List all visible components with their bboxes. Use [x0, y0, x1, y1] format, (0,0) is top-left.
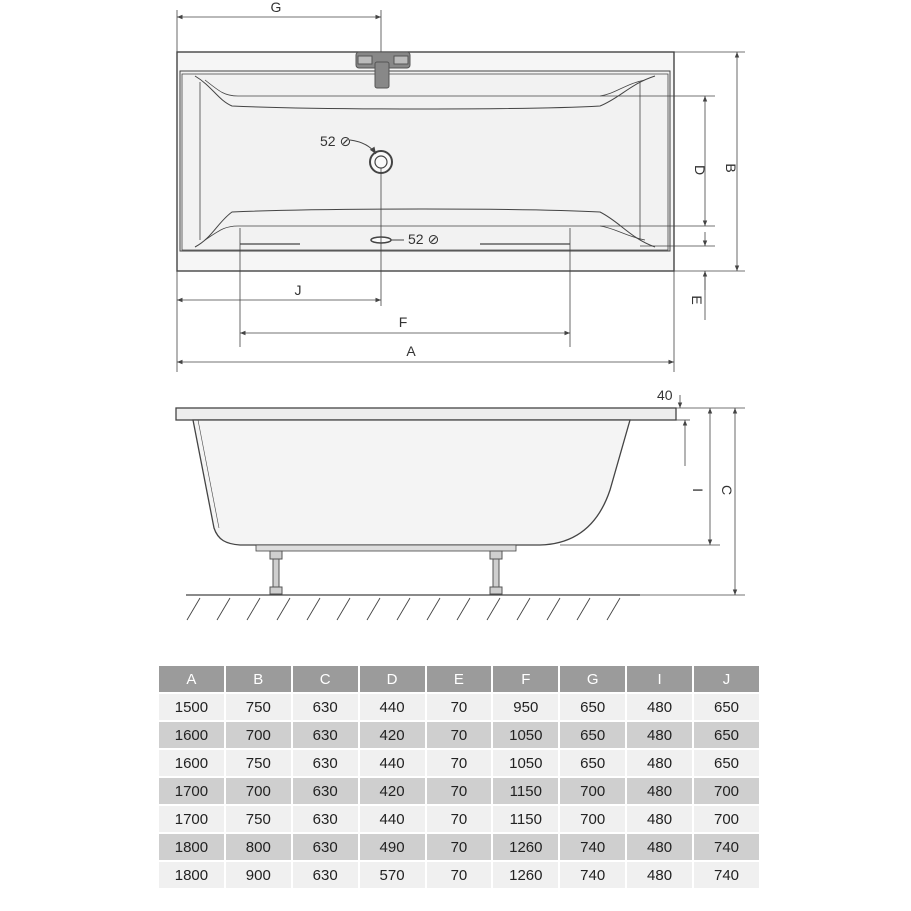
tub-rim-side	[176, 408, 676, 420]
table-cell: 630	[293, 722, 358, 748]
table-cell: 1600	[159, 750, 224, 776]
table-cell: 650	[560, 750, 625, 776]
drain-bottom-label: 52 ⊘	[408, 231, 440, 247]
table-header-cell: D	[360, 666, 425, 692]
table-cell: 1500	[159, 694, 224, 720]
table-cell: 650	[694, 694, 759, 720]
dim-label-J: J	[294, 282, 302, 298]
table-cell: 630	[293, 834, 358, 860]
table-header-cell: J	[694, 666, 759, 692]
table-cell: 70	[427, 778, 492, 804]
table-cell: 700	[560, 806, 625, 832]
table-row	[159, 778, 759, 804]
table-cell: 1050	[493, 750, 558, 776]
tub-inner-edge	[180, 71, 670, 251]
table-cell: 1700	[159, 778, 224, 804]
drain-top-label: 52 ⊘	[320, 133, 352, 149]
table-row	[159, 750, 759, 776]
table-cell: 440	[360, 694, 425, 720]
table-header-cell: I	[627, 666, 692, 692]
table-cell: 650	[694, 750, 759, 776]
table-cell: 800	[226, 834, 291, 860]
table-cell: 480	[627, 778, 692, 804]
table-cell: 70	[427, 834, 492, 860]
table-row	[159, 806, 759, 832]
table-cell: 1150	[493, 778, 558, 804]
table-cell: 70	[427, 750, 492, 776]
table-row	[159, 722, 759, 748]
table-cell: 1260	[493, 862, 558, 888]
table-cell: 750	[226, 694, 291, 720]
table-cell: 420	[360, 778, 425, 804]
table-cell: 480	[627, 722, 692, 748]
dim-label-D: D	[692, 164, 708, 176]
table-cell: 70	[427, 862, 492, 888]
table-cell: 740	[560, 862, 625, 888]
table-cell: 480	[627, 806, 692, 832]
table-cell: 700	[560, 778, 625, 804]
table-cell: 740	[560, 834, 625, 860]
side-view	[176, 395, 745, 620]
dim-label-F: F	[398, 314, 408, 330]
table-cell: 700	[226, 722, 291, 748]
table-cell: 740	[694, 862, 759, 888]
table-header-cell: F	[493, 666, 558, 692]
dim-label-B: B	[723, 163, 739, 173]
table-cell: 630	[293, 694, 358, 720]
table-cell: 630	[293, 750, 358, 776]
table-header-row	[159, 666, 759, 692]
table-cell: 1800	[159, 862, 224, 888]
dim-label-rim-40: 40	[657, 387, 673, 403]
table-row	[159, 694, 759, 720]
table-cell: 700	[226, 778, 291, 804]
table-cell: 480	[627, 862, 692, 888]
table-cell: 750	[226, 750, 291, 776]
table-cell: 650	[560, 722, 625, 748]
table-cell: 750	[226, 806, 291, 832]
table-cell: 440	[360, 806, 425, 832]
table-header-cell: B	[226, 666, 291, 692]
table-cell: 1700	[159, 806, 224, 832]
table-cell: 650	[694, 722, 759, 748]
table-row	[159, 834, 759, 860]
table-cell: 950	[493, 694, 558, 720]
table-cell: 420	[360, 722, 425, 748]
table-cell: 630	[293, 862, 358, 888]
table-cell: 480	[627, 750, 692, 776]
floor-hatch	[187, 598, 620, 620]
table-cell: 650	[560, 694, 625, 720]
table-header-cell: G	[560, 666, 625, 692]
table-cell: 630	[293, 806, 358, 832]
table-cell: 1150	[493, 806, 558, 832]
table-cell: 1050	[493, 722, 558, 748]
table-header-cell: A	[159, 666, 224, 692]
table-cell: 70	[427, 806, 492, 832]
tub-leg-left	[270, 551, 282, 594]
table-header-cell: E	[427, 666, 492, 692]
table-cell: 630	[293, 778, 358, 804]
table-cell: 700	[694, 778, 759, 804]
table-header-cell: C	[293, 666, 358, 692]
table-cell: 740	[694, 834, 759, 860]
table-cell: 490	[360, 834, 425, 860]
table-cell: 480	[627, 694, 692, 720]
dim-label-I: I	[690, 488, 706, 492]
table-row	[159, 862, 759, 888]
table-cell: 1800	[159, 834, 224, 860]
dim-label-G: G	[270, 0, 282, 15]
table-cell: 700	[694, 806, 759, 832]
tub-leg-right	[490, 551, 502, 594]
table-cell: 440	[360, 750, 425, 776]
dim-label-A: A	[406, 343, 416, 359]
table-cell: 1260	[493, 834, 558, 860]
tub-body-side	[193, 420, 630, 545]
dim-label-E: E	[689, 295, 705, 305]
table-cell: 900	[226, 862, 291, 888]
table-cell: 70	[427, 694, 492, 720]
dimension-table	[157, 664, 761, 890]
table-cell: 1600	[159, 722, 224, 748]
table-cell: 480	[627, 834, 692, 860]
table-cell: 570	[360, 862, 425, 888]
table-cell: 70	[427, 722, 492, 748]
dim-label-C: C	[719, 484, 735, 496]
top-view	[177, 10, 745, 372]
